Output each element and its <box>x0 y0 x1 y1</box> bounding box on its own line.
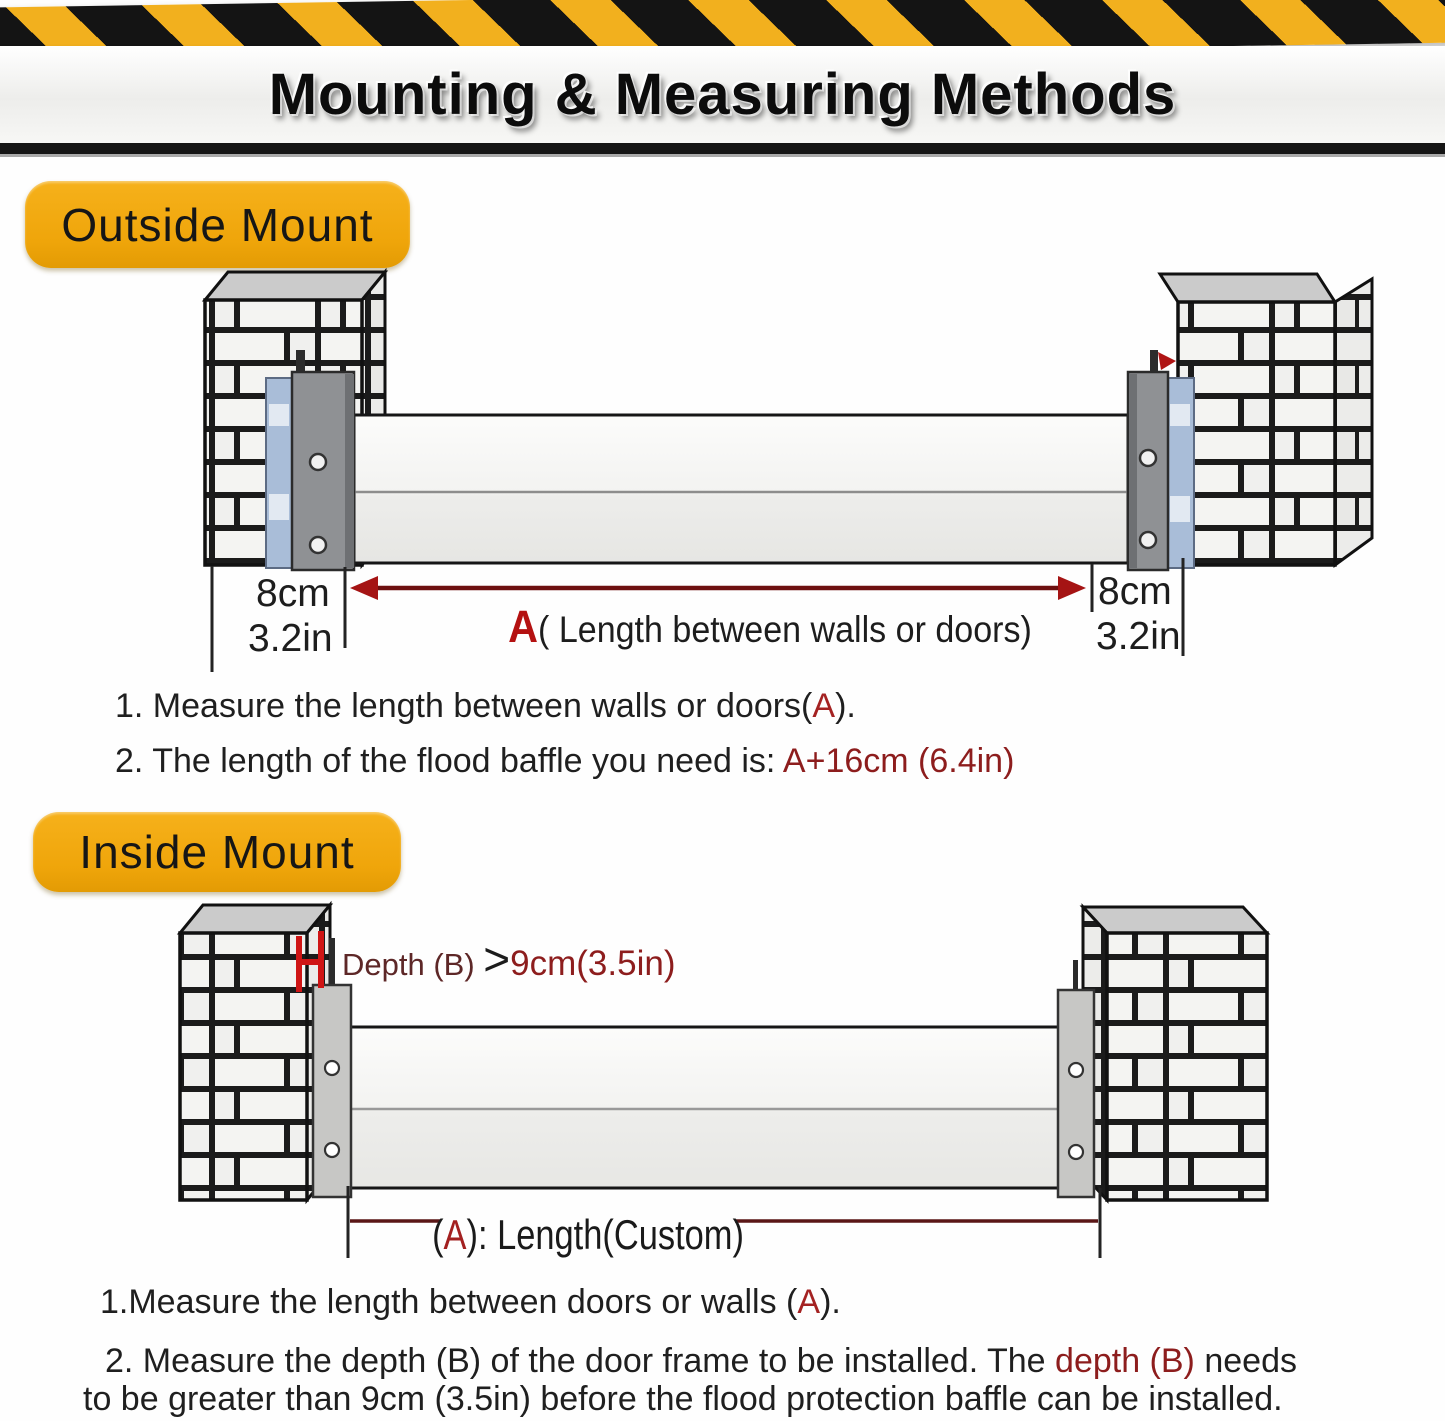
left-mounting-bracket <box>266 350 354 570</box>
outside-dimension <box>212 558 1183 672</box>
right-mounting-bracket <box>1128 350 1194 570</box>
inside-step-1: 1.Measure the length between doors or walls (A). <box>100 1283 841 1321</box>
page-title: Mounting & Measuring Methods <box>268 62 1177 127</box>
anchor-bolt <box>329 938 335 987</box>
dim-length-accent: A <box>508 602 539 653</box>
inside-dimension <box>348 1186 1100 1259</box>
inside-mount-badge <box>33 812 401 892</box>
anchor-bolt <box>1073 960 1078 992</box>
dim-left-cm: 8cm <box>256 572 330 615</box>
dim-length-label: (A): Length(Custom) <box>432 1211 744 1259</box>
banner-divider <box>0 143 1445 154</box>
inside-instructions <box>83 1282 1443 1418</box>
inside-step-2: 2. Measure the depth (B) of the door frame to be installed. The depth (B) needs <box>105 1342 1297 1380</box>
screw-hole <box>310 454 326 470</box>
outside-step-2: 2. The length of the flood baffle you need is: A+16cm (6.4in) <box>115 742 1015 780</box>
outside-instructions <box>115 686 1415 796</box>
inside-mount-label: Inside Mount <box>79 826 355 878</box>
banner-divider-shadow <box>0 154 1445 157</box>
right-wall-pillar <box>1083 907 1267 1200</box>
outside-mount-diagram <box>0 265 1445 675</box>
screw-hole <box>325 1061 339 1075</box>
inside-mount-diagram <box>0 890 1445 1265</box>
right-mounting-bracket <box>1058 960 1094 1197</box>
outside-mount-label: Outside Mount <box>61 198 374 251</box>
arrowhead-left <box>350 576 378 600</box>
flood-barrier-panel <box>354 415 1128 563</box>
dim-left-in: 3.2in <box>248 617 333 660</box>
title-band <box>0 46 1445 143</box>
screw-hole <box>1069 1063 1083 1077</box>
dim-right-cm: 8cm <box>1098 570 1172 613</box>
inside-step-2-cont: to be greater than 9cm (3.5in) before the flood protection baffle can be installed. <box>83 1380 1283 1418</box>
arrowhead-right <box>1058 576 1086 600</box>
red-pointer-mark <box>1158 352 1176 370</box>
screw-hole <box>1140 450 1156 466</box>
screw-hole <box>1069 1145 1083 1159</box>
left-wall-pillar <box>180 905 330 1200</box>
flood-barrier-panel <box>350 1027 1060 1188</box>
screw-hole <box>325 1143 339 1157</box>
screw-hole <box>310 537 326 553</box>
screw-hole <box>1140 532 1156 548</box>
dim-length-label: A( Length between walls or doors) <box>508 602 1032 653</box>
outside-step-1: 1. Measure the length between walls or doors(A). <box>115 687 856 725</box>
outside-mount-badge <box>25 181 410 268</box>
dim-right-in: 3.2in <box>1096 615 1181 658</box>
depth-label: Depth (B) >9cm(3.5in) <box>342 933 676 985</box>
